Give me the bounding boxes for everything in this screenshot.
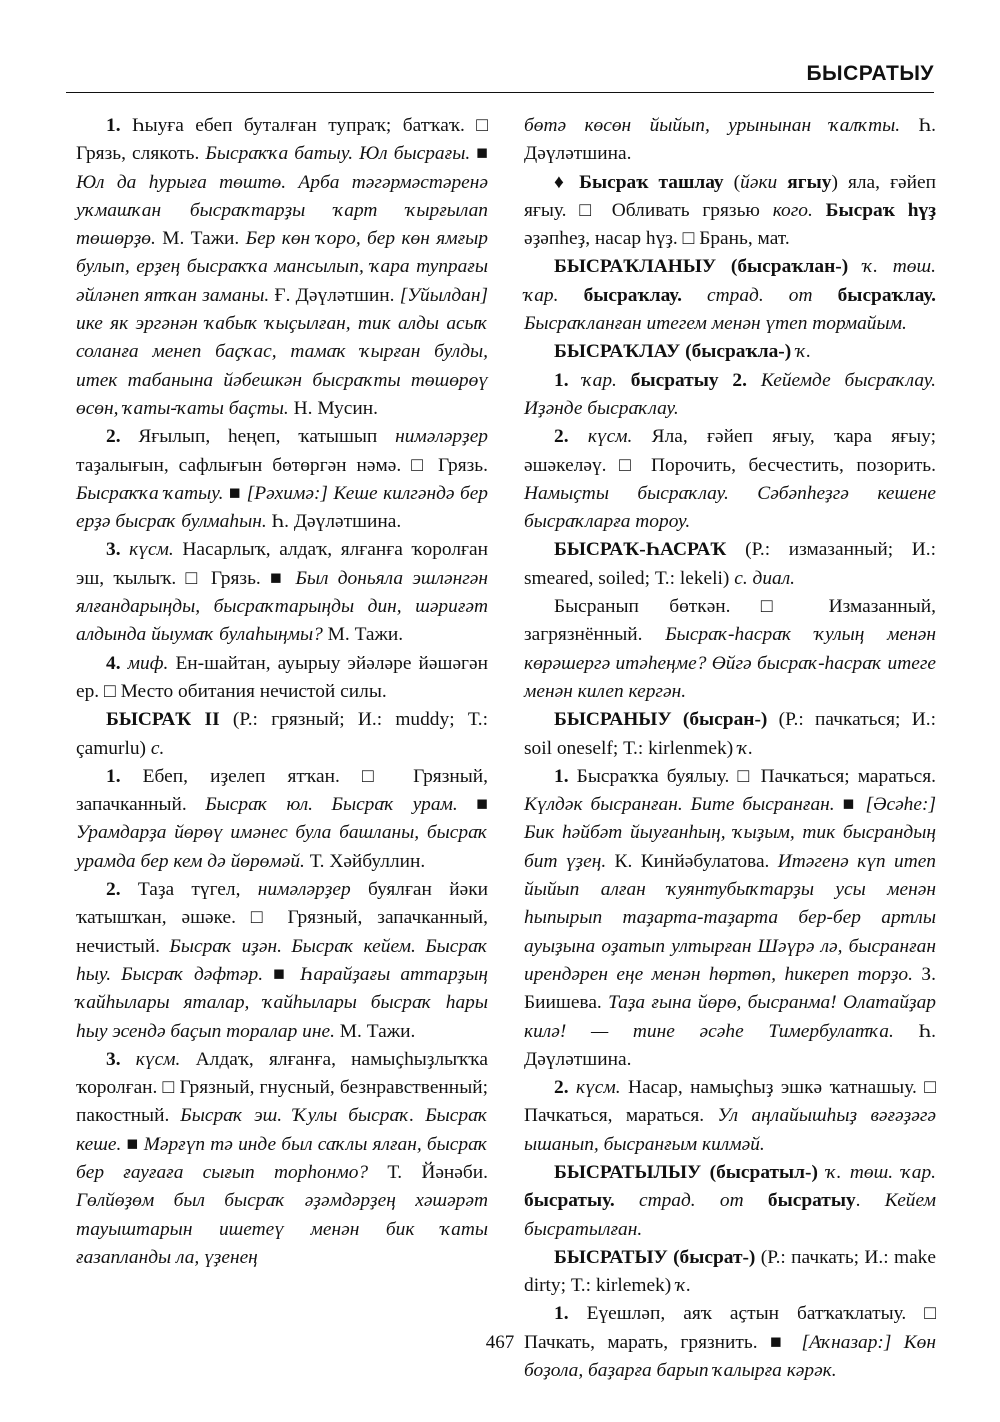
quote-text: Таҙа ғына йөрө, бысранма! Олатайҙар килә! — тине әсәһе Тимербулатҡа.: [524, 992, 936, 1042]
filled-square-icon: ■: [842, 794, 858, 816]
punctuation: .: [855, 1190, 885, 1212]
quote-author: Н. Мусин.: [288, 397, 378, 419]
sense-number: 2.: [554, 426, 569, 448]
crossref-word: бысраҡлау.: [837, 284, 936, 306]
headword: БЫСРАҠ-ҺАСРАҠ: [554, 539, 727, 561]
example-text: Кейем бысратылған.: [524, 1190, 936, 1240]
running-head: БЫСРАТЫУ: [806, 62, 934, 85]
filled-square-icon: ■: [270, 567, 287, 589]
sense-number: 1.: [554, 1303, 569, 1325]
crossref-word: бысратыу: [767, 1190, 856, 1212]
quote-author: М. Тажи.: [334, 1020, 416, 1042]
translation-text: Грязный, запачканный, нечистый.: [76, 907, 488, 957]
entry-sense-3: [76, 1046, 488, 1272]
sense-number: 1.: [554, 369, 569, 391]
spacer: [835, 794, 843, 815]
entry-sense-2: [76, 423, 488, 536]
header-rule: [66, 92, 934, 93]
sense-number: 3.: [106, 1048, 121, 1070]
quote-text: Урамдарҙа йөрөү имәнес була башланы, бысраҡ урамда бер кем дә йөрөмәй.: [76, 822, 488, 872]
quote-text: Был доньяла эшләнгән ялғандарыңды, бысраҡтарыңды дин, шәриғәт алдында йыумаҡ булаһыңмы?: [76, 567, 488, 646]
definition-italic: нимәләрҙер: [395, 426, 488, 448]
spacer: [121, 653, 128, 674]
idiom-entry: [524, 169, 936, 254]
example-text: Ул аңлайышһыҙ вәғәҙәгә ышанып, бысранғым килмәй.: [524, 1105, 936, 1155]
spacer: [615, 1190, 639, 1211]
empty-square-icon: □: [760, 596, 799, 618]
filled-square-icon: ■: [476, 794, 488, 816]
sense-number: 2.: [106, 426, 121, 448]
translation-text: Грязь.: [428, 454, 488, 476]
quote-text: [Әсәһе:] Бик һәйбәт йыуғанһың, ҡыҙым, тик бысрандың бит үҙең.: [524, 794, 936, 872]
translation-text: Место обитания нечистой силы.: [115, 680, 387, 702]
definition-text: ) яла, ғәйеп яғыу.: [524, 171, 936, 221]
quote-author: Ғ. Дәүләтшин.: [269, 284, 400, 306]
spacer: [558, 285, 583, 306]
spacer: [848, 256, 863, 277]
quote-author: Т. Йәнәби.: [368, 1161, 489, 1183]
translation-text: Грязь.: [201, 567, 271, 589]
definition-text: буялған йәки ҡатышҡан, әшәке.: [76, 879, 488, 929]
idiom-variant: ягыу: [787, 171, 832, 193]
definition-text: таҙалығын, сафлығын бөтөргән нәмә.: [76, 454, 412, 476]
quote-author: Һ. Дәүләтшина.: [524, 115, 936, 165]
quote-text: Юл да һурыға төштө. Арба тәгәрмәстәренә уҡмашҡан бысраҡтарҙы ҡарт ҡырғылап төшөрҙө.: [76, 171, 488, 250]
empty-square-icon: □: [924, 1303, 936, 1325]
sense-number: 4.: [106, 652, 121, 674]
empty-square-icon: □: [104, 680, 116, 702]
definition-text: Бысранып бөткән.: [554, 596, 761, 618]
definition-text: Ебеп, иҙелеп ятҡан.: [120, 765, 362, 787]
example-text: Бысраҡ юл. Бысраҡ урам.: [205, 794, 458, 816]
entry-sense-2: [524, 423, 936, 536]
quote-author: Т. Хәйбуллин.: [304, 850, 426, 872]
spacer: [569, 1077, 576, 1098]
sense-number: 1.: [106, 765, 121, 787]
definition-text: Таҙа түгел,: [120, 879, 258, 901]
empty-square-icon: □: [737, 765, 753, 787]
entry-sense-3: [76, 536, 488, 649]
definition-text: әҙәпһеҙ, насар һүҙ.: [524, 228, 683, 250]
pos-label: ҡ.: [796, 341, 812, 363]
sense-number: 2.: [106, 879, 121, 901]
headword-entry: [524, 1244, 936, 1301]
usage-label: ҡ. төш. ҡар.: [826, 1161, 936, 1183]
definition-text: Яғылып, һеңеп, ҡатышып: [120, 426, 396, 448]
entry-sense-1: [524, 367, 936, 424]
empty-square-icon: □: [185, 567, 202, 589]
usage-label: күсм.: [587, 426, 633, 448]
example-text: Бысраҡҡа ҡатыу.: [76, 482, 224, 504]
continued-quote: [524, 112, 936, 169]
entry-definition: [524, 593, 936, 706]
empty-square-icon: □: [162, 1077, 175, 1099]
usage-label: страд. от: [638, 1190, 744, 1212]
empty-square-icon: □: [411, 454, 429, 476]
headword-entry: [524, 536, 936, 593]
crossref-word: бысратыу 2.: [630, 369, 747, 391]
example-text: Бысраҡ иҙән. Бысраҡ кейем. Бысраҡ һыу. Бысраҡ дәфтәр.: [76, 935, 489, 985]
quote-author: К. Кинйәбулатова.: [606, 850, 778, 872]
headword: БЫСРАҠЛАУ (бысраҡла-): [554, 341, 792, 363]
headword-entry: [524, 706, 936, 763]
translation-text: Брань, мат.: [694, 228, 790, 250]
filled-square-icon: ■: [769, 1331, 790, 1353]
definition-text: Яла, ғәйеп яғыу, ҡара яғыу; әшәкеләү.: [524, 426, 936, 476]
spacer: [617, 370, 631, 391]
definition-italic: нимәләрҙер: [257, 879, 351, 901]
definition-text: Насар, намыҫһыҙ эшкә ҡатнашыу.: [620, 1077, 925, 1099]
quote-text: Һарайҙағы аттарҙың ҡайһылары яталар, ҡайһылары бысраҡ һары һыу эсендә баҫып торалар ине.: [76, 963, 488, 1042]
entry-sense-2: [76, 876, 488, 1046]
translation-text: Грязный, запачканный.: [76, 765, 489, 816]
crossref-word: бысраҡлау.: [583, 284, 682, 306]
spacer: [744, 1190, 768, 1211]
pos-label: с.: [150, 737, 165, 759]
definition-text: Насарлыҡ, алдаҡ, ялғанға ҡоролған эш, ҡылыҡ.: [76, 539, 488, 589]
entry-sense-1: [524, 763, 936, 1074]
spacer: [121, 1049, 136, 1070]
headword: БЫСРАҠ II: [106, 709, 220, 731]
empty-square-icon: □: [250, 907, 273, 929]
quote-text: Мәрғүп тә инде был саҡлы ялған, бысраҡ бер ғауғаға сығып торһонмо?: [76, 1133, 489, 1183]
definition-text: Һыуға ебеп буталған тупраҡ; батҡаҡ.: [120, 115, 477, 136]
empty-square-icon: □: [619, 454, 639, 476]
quote-text: Бер көн ҡоро, бер көн ямғыр булып, ерҙең бысраҡҡа мансылып, ҡара тупрағы әйләнеп ятҡан заманы.: [76, 228, 488, 306]
empty-square-icon: □: [682, 228, 695, 250]
entry-sense-2: [524, 1074, 936, 1159]
equivalents-text: (Р.: грязный; И.: muddy; Т.: çamurlu): [76, 709, 488, 759]
headword-stem: (бысраҡлан-): [730, 256, 849, 278]
headword-entry: [76, 706, 488, 763]
example-text: Бысраҡланған итегем менән үтеп тормайым.: [524, 313, 907, 335]
quote-text: [Аҡназар:] Көн боҙола, баҙарға барып ҡалырға кәрәк.: [524, 1331, 936, 1382]
quote-text: [Уйылдан] ике як эргәнән ҡабыҡ ҡыҫылған, тик алды асыҡ соланға менеп баҫҡас, тамаҡ ҡырған булды, итек табанына йәбешкән бысраҡты төшөрөү өсөн, ҡаты-ҡаты баҫты.: [76, 284, 489, 419]
left-column: [76, 112, 488, 1272]
headword: БЫСРАҠЛАНЫУ: [554, 256, 717, 278]
pos-label: ҡ.: [738, 737, 754, 759]
filled-square-icon: ■: [126, 1133, 139, 1155]
spacer: [121, 539, 130, 560]
headword: БЫСРАТЫЛЫУ (бысратыл-): [554, 1161, 818, 1183]
entry-sense-4: [76, 650, 488, 707]
quote-author: З. Биишева.: [524, 963, 936, 1014]
sense-number: 1.: [554, 765, 569, 787]
example-text: Күлдәк бысранған. Бите бысранған.: [524, 794, 835, 816]
right-column: [524, 112, 936, 1385]
page-number: 467: [485, 1332, 515, 1353]
translation-text: Грязь, слякоть.: [76, 143, 206, 165]
translation-text: Измазанный, загрязнённый.: [524, 596, 936, 646]
quote-author: Һ. Дәүләтшина.: [524, 1020, 936, 1070]
empty-square-icon: □: [579, 199, 599, 221]
usage-label: миф.: [127, 652, 169, 674]
quote-text: бөтә көсөн йыйып, урынынан ҡалҡты.: [524, 115, 901, 136]
entry-sense-1: [76, 763, 488, 876]
usage-label: төш. ҡар.: [524, 256, 936, 306]
headword-entry: [524, 253, 936, 338]
spacer: [569, 172, 579, 193]
example-text: Бысраҡҡа батыу. Юл бысрағы.: [205, 143, 471, 165]
quote-text: Итәгенә күп итеп йыйып алған ҡуянтубыҡтарҙы усы менән һыпырып таҙарта-таҙарта бер-бер артлы ауыҙына оҙатып ултырған Шәүрә лә, бысранған ирендәрен еңе менән һөртөп, һикереп торҙо.: [524, 850, 937, 985]
spacer: [813, 285, 838, 306]
spacer: [569, 426, 588, 447]
headword-entry: [524, 338, 936, 366]
translation-text: Пачкаться, мараться.: [524, 1105, 718, 1127]
equivalents-text: (Р.: измазанный; И.: smeared, soiled; Т.: lekeli): [524, 539, 936, 589]
example-text: Намыҫты бысраҡлау. Сәбәпһеҙгә кешене бысраҡларға тороу.: [524, 482, 936, 533]
usage-label: күсм.: [135, 1048, 181, 1070]
headword: БЫСРАТЫУ (бысрат-): [554, 1246, 756, 1268]
example-text: Кейемде бысраҡлау. Иҙәнде бысраҡлау.: [524, 369, 937, 419]
empty-square-icon: □: [476, 115, 488, 136]
spacer: [682, 285, 707, 306]
definition-text: Алдаҡ, ялғанға, намыҫһыҙлыҡҡа ҡоролған.: [76, 1048, 488, 1099]
definition-text: Еүешләп, аяҡ аҫтын батҡаҡлатыу.: [568, 1303, 925, 1325]
translation-text: Порочить, бесчестить, позорить.: [638, 454, 936, 476]
usage-label: ҡар.: [582, 369, 617, 391]
spacer: [569, 370, 583, 391]
usage-label: күсм.: [129, 539, 174, 561]
usage-label: күсм.: [576, 1077, 621, 1099]
spacer: [716, 256, 731, 277]
example-text: Бысраҡ-һасраҡ ҡулың менән көрәшергә итәһеңме? Өйгә бысраҡ-һасраҡ итеге менән килеп кергән.: [524, 624, 936, 702]
usage-label: йәки: [740, 171, 778, 193]
equivalents-text: (Р.: пачкаться; И.: soil oneself; Т.: kirlenmek): [524, 709, 936, 759]
pos-label: с. диал.: [734, 567, 796, 589]
filled-square-icon: ■: [228, 482, 242, 504]
example-text: Бысраҡ эш. Ҡулы бысраҡ. Бысраҡ кеше.: [76, 1105, 489, 1155]
usage-label: кого.: [772, 199, 813, 221]
quote-text: Гөлйөҙөм был бысраҡ әҙәмдәрҙең хәшәрәт тауыштарын ишетеү менән бик ҡаты ғазапланды ла, үҙенең: [76, 1190, 488, 1268]
punctuation: (: [723, 171, 741, 193]
usage-label: страд. от: [707, 284, 813, 306]
idiom-headword: Бысраҡ ташлау: [579, 171, 724, 193]
spacer: [878, 256, 893, 277]
definition-text: Ен-шайтан, ауырыу эйәләре йәшәгән ер.: [76, 652, 488, 702]
spacer: [777, 172, 787, 193]
headword-entry: [524, 1159, 936, 1244]
definition-text: Бысраҡҡа буялыу.: [568, 765, 738, 787]
sense-number: 2.: [554, 1077, 569, 1099]
pos-label: ҡ.: [676, 1275, 692, 1297]
translation-text: Пачкать, марать, грязнить.: [524, 1331, 770, 1353]
spacer: [747, 370, 761, 391]
translation-text: Обливать грязью: [598, 199, 773, 221]
empty-square-icon: □: [924, 1077, 936, 1099]
quote-author: Һ. Дәүләтшина.: [266, 511, 402, 533]
spacer: [263, 964, 273, 985]
pos-label: ҡ.: [862, 256, 879, 278]
crossref-word: бысратыу.: [524, 1190, 615, 1212]
sense-number: 1.: [106, 115, 121, 136]
filled-square-icon: ■: [273, 963, 291, 985]
translation-text: Грязный, гнусный, безнравственный; пакостный.: [76, 1077, 488, 1127]
spacer: [458, 794, 477, 815]
headword: БЫСРАНЫУ (бысран-): [554, 709, 768, 731]
diamond-icon: ♦: [554, 171, 570, 193]
sense-number: 3.: [106, 539, 121, 561]
equivalents-text: (Р.: пачкать; И.: make dirty; Т.: kirlemek): [524, 1246, 936, 1297]
empty-square-icon: □: [361, 765, 391, 787]
quote-author: М. Тажи.: [155, 228, 246, 250]
quote-text: [Рәхимә:] Кеше килгәндә бер ерҙә бысраҡ булмаһын.: [76, 482, 488, 533]
spacer: [813, 200, 826, 221]
quote-author: М. Тажи.: [322, 624, 404, 646]
translation-text: Пачкаться; мараться.: [752, 765, 937, 787]
idiom-headword: Бысраҡ һүҙ: [825, 199, 936, 221]
spacer: [290, 964, 300, 985]
filled-square-icon: ■: [476, 143, 488, 165]
entry-sense-1: [76, 112, 488, 423]
